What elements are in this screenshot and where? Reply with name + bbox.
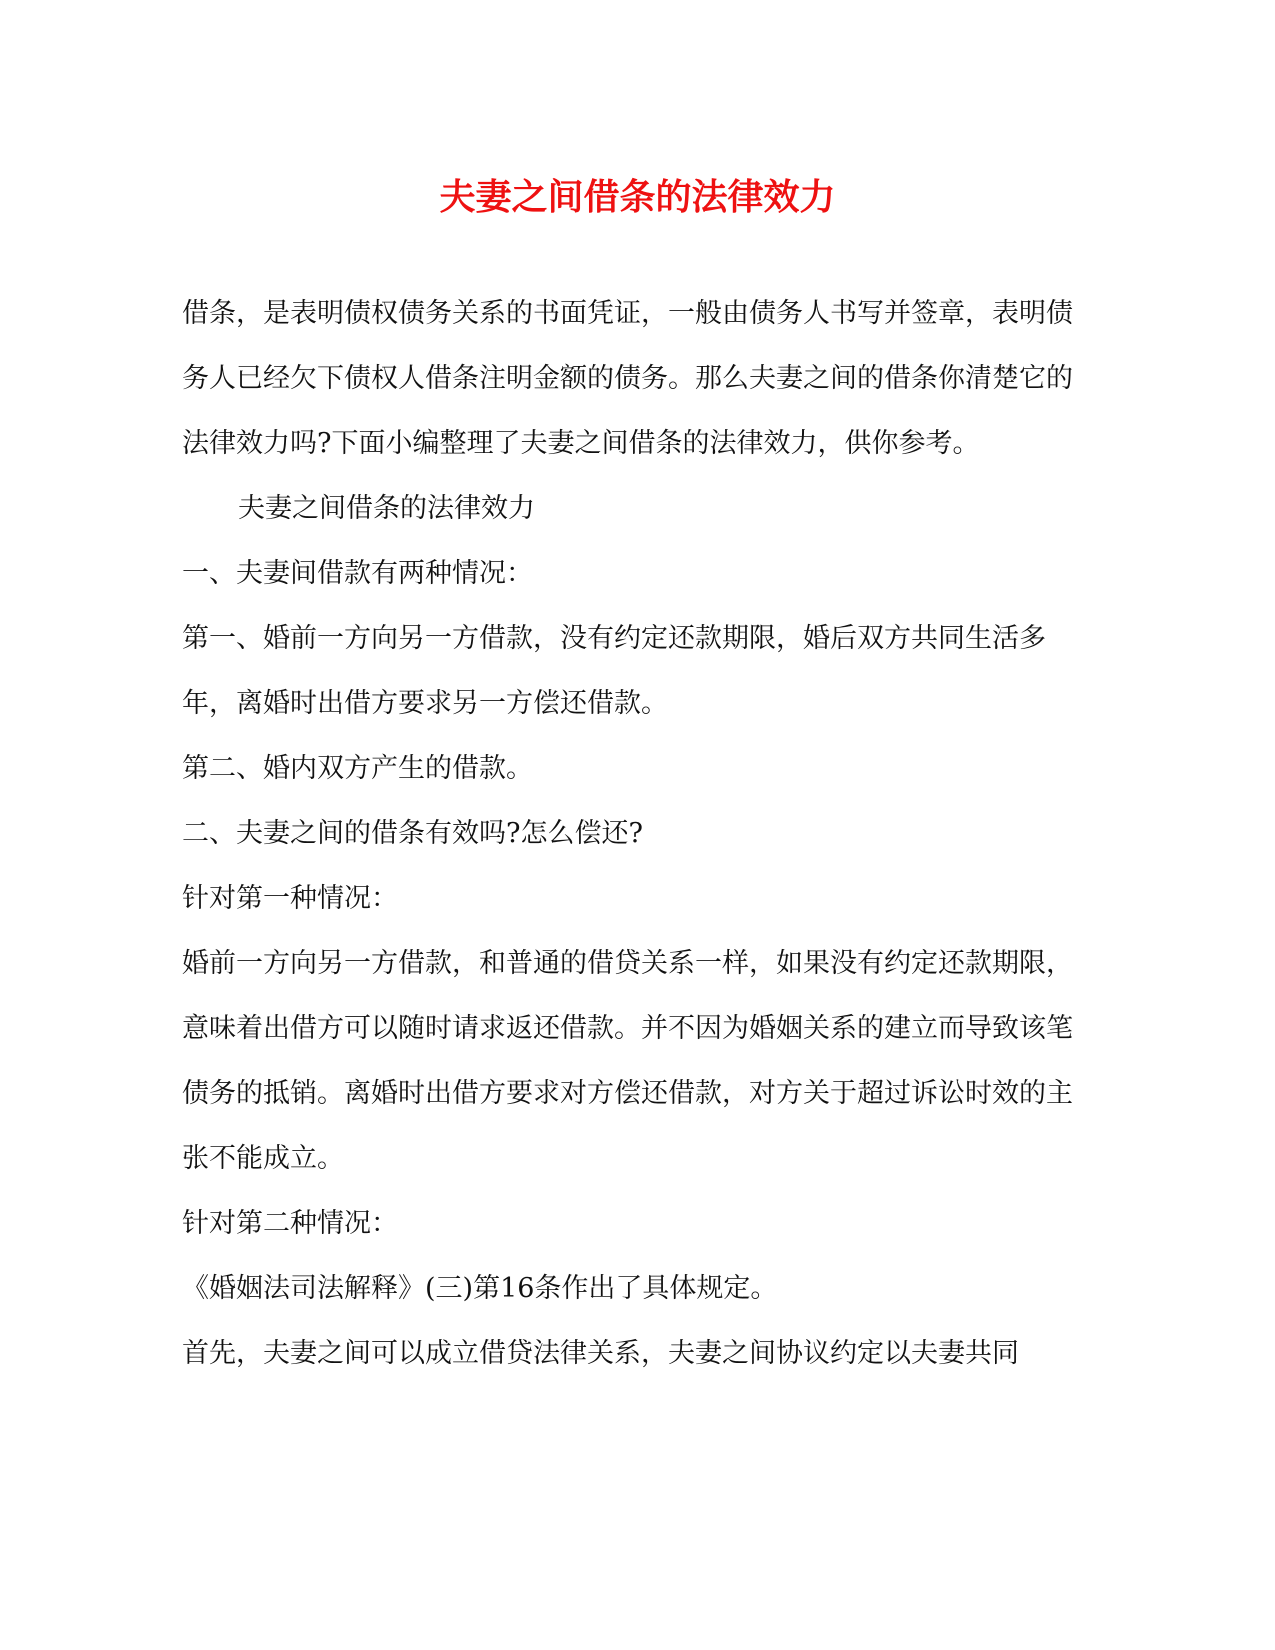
section-heading: 夫妻之间借条的法律效力 bbox=[238, 493, 535, 524]
document-title: 夫妻之间借条的法律效力 bbox=[439, 176, 836, 218]
paragraph-case-one-detail: 婚前一方向另一方借款，和普通的借贷关系一样，如果没有约定还款期限，意味着出借方可以随时请求返还借款。并不因为婚姻关系的建立而导致该笔债务的抵销。离婚时出借方要求对方偿还借款，对方关于超过诉讼时效的主张不能成立。 bbox=[182, 948, 1073, 1174]
paragraph-section-one: 一、夫妻间借款有两种情况： bbox=[182, 558, 533, 589]
paragraph-legal-reference: 《婚姻法司法解释》(三)第16条作出了具体规定。 bbox=[182, 1273, 778, 1304]
document-body bbox=[182, 281, 1092, 1386]
paragraph-section-two: 二、夫妻之间的借条有效吗?怎么偿还? bbox=[182, 818, 643, 849]
paragraph-case-two: 第二、婚内双方产生的借款。 bbox=[182, 753, 533, 784]
paragraph-case-one: 第一、婚前一方向另一方借款，没有约定还款期限，婚后双方共同生活多年，离婚时出借方要求另一方偿还借款。 bbox=[182, 623, 1046, 719]
paragraph-case-one-heading: 针对第一种情况： bbox=[182, 883, 398, 914]
paragraph-case-two-heading: 针对第二种情况： bbox=[182, 1208, 398, 1239]
intro-paragraph: 借条，是表明债权债务关系的书面凭证，一般由债务人书写并签章，表明债务人已经欠下债权人借条注明金额的债务。那么夫妻之间的借条你清楚它的法律效力吗?下面小编整理了夫妻之间借条的法律效力，供你参考。 bbox=[182, 298, 1073, 459]
paragraph-case-two-detail: 首先，夫妻之间可以成立借贷法律关系，夫妻之间协议约定以夫妻共同 bbox=[182, 1338, 1019, 1369]
